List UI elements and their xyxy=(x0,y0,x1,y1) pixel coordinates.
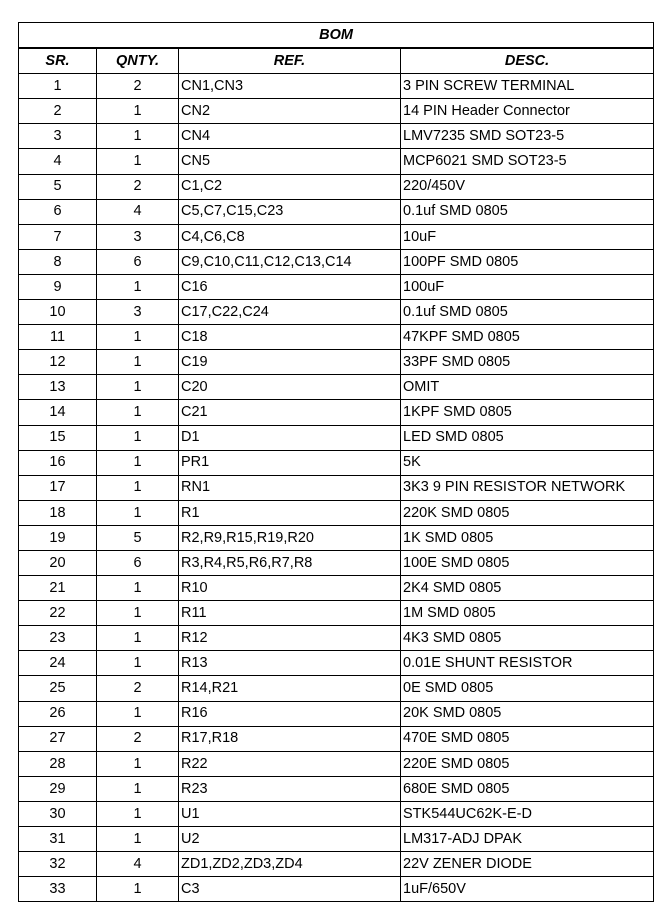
desc-cell: 220K SMD 0805 xyxy=(401,500,654,525)
desc-cell: 0.1uf SMD 0805 xyxy=(401,300,654,325)
desc-cell: 14 PIN Header Connector xyxy=(401,99,654,124)
table-row xyxy=(19,726,654,751)
ref-cell: C19 xyxy=(179,350,401,375)
qnty-cell: 1 xyxy=(97,576,179,601)
sr-cell: 2 xyxy=(19,99,97,124)
sr-cell: 5 xyxy=(19,174,97,199)
sr-cell: 25 xyxy=(19,676,97,701)
sr-cell: 24 xyxy=(19,651,97,676)
ref-cell: R14,R21 xyxy=(179,676,401,701)
ref-cell: C17,C22,C24 xyxy=(179,300,401,325)
ref-cell: R10 xyxy=(179,576,401,601)
ref-cell: R17,R18 xyxy=(179,726,401,751)
table-row xyxy=(19,801,654,826)
qnty-cell: 1 xyxy=(97,801,179,826)
ref-cell: CN4 xyxy=(179,124,401,149)
sr-cell: 30 xyxy=(19,801,97,826)
table-row xyxy=(19,174,654,199)
table-row xyxy=(19,224,654,249)
sr-cell: 13 xyxy=(19,375,97,400)
qnty-cell: 1 xyxy=(97,99,179,124)
qnty-cell: 6 xyxy=(97,550,179,575)
qnty-cell: 1 xyxy=(97,350,179,375)
ref-cell: CN5 xyxy=(179,149,401,174)
ref-cell: U1 xyxy=(179,801,401,826)
ref-cell: C21 xyxy=(179,400,401,425)
sr-cell: 7 xyxy=(19,224,97,249)
table-row xyxy=(19,651,654,676)
qnty-cell: 2 xyxy=(97,174,179,199)
table-row xyxy=(19,425,654,450)
table-row xyxy=(19,701,654,726)
sr-cell: 15 xyxy=(19,425,97,450)
qnty-cell: 1 xyxy=(97,877,179,902)
table-row xyxy=(19,375,654,400)
ref-cell: C18 xyxy=(179,325,401,350)
desc-cell: 0E SMD 0805 xyxy=(401,676,654,701)
table-row xyxy=(19,400,654,425)
desc-cell: 470E SMD 0805 xyxy=(401,726,654,751)
desc-cell: LMV7235 SMD SOT23-5 xyxy=(401,124,654,149)
ref-cell: C9,C10,C11,C12,C13,C14 xyxy=(179,249,401,274)
desc-cell: 3 PIN SCREW TERMINAL xyxy=(401,74,654,99)
desc-cell: 0.1uf SMD 0805 xyxy=(401,199,654,224)
qnty-cell: 6 xyxy=(97,249,179,274)
table-title: BOM xyxy=(19,23,654,49)
qnty-cell: 1 xyxy=(97,325,179,350)
sr-cell: 23 xyxy=(19,626,97,651)
qnty-cell: 2 xyxy=(97,726,179,751)
table-row xyxy=(19,149,654,174)
desc-cell: 1K SMD 0805 xyxy=(401,525,654,550)
table-row xyxy=(19,751,654,776)
table-row xyxy=(19,124,654,149)
qnty-cell: 1 xyxy=(97,475,179,500)
sr-cell: 11 xyxy=(19,325,97,350)
ref-cell: C1,C2 xyxy=(179,174,401,199)
qnty-cell: 4 xyxy=(97,199,179,224)
sr-cell: 4 xyxy=(19,149,97,174)
desc-cell: 1uF/650V xyxy=(401,877,654,902)
ref-cell: C16 xyxy=(179,274,401,299)
table-row xyxy=(19,776,654,801)
desc-cell: 33PF SMD 0805 xyxy=(401,350,654,375)
column-header-sr: SR. xyxy=(19,48,97,74)
desc-cell: 47KPF SMD 0805 xyxy=(401,325,654,350)
qnty-cell: 1 xyxy=(97,400,179,425)
qnty-cell: 1 xyxy=(97,776,179,801)
table-row xyxy=(19,274,654,299)
qnty-cell: 1 xyxy=(97,375,179,400)
table-row xyxy=(19,300,654,325)
table-row xyxy=(19,199,654,224)
qnty-cell: 3 xyxy=(97,224,179,249)
ref-cell: R23 xyxy=(179,776,401,801)
table-row xyxy=(19,550,654,575)
sr-cell: 9 xyxy=(19,274,97,299)
qnty-cell: 1 xyxy=(97,500,179,525)
ref-cell: R2,R9,R15,R19,R20 xyxy=(179,525,401,550)
sr-cell: 32 xyxy=(19,852,97,877)
sr-cell: 18 xyxy=(19,500,97,525)
sr-cell: 3 xyxy=(19,124,97,149)
sr-cell: 20 xyxy=(19,550,97,575)
qnty-cell: 1 xyxy=(97,601,179,626)
bom-table-header xyxy=(19,23,654,74)
desc-cell: 22V ZENER DIODE xyxy=(401,852,654,877)
desc-cell: LED SMD 0805 xyxy=(401,425,654,450)
desc-cell: LM317-ADJ DPAK xyxy=(401,827,654,852)
table-row xyxy=(19,626,654,651)
table-row xyxy=(19,827,654,852)
qnty-cell: 1 xyxy=(97,149,179,174)
qnty-cell: 1 xyxy=(97,651,179,676)
desc-cell: 100PF SMD 0805 xyxy=(401,249,654,274)
sr-cell: 21 xyxy=(19,576,97,601)
table-row xyxy=(19,601,654,626)
qnty-cell: 1 xyxy=(97,425,179,450)
ref-cell: RN1 xyxy=(179,475,401,500)
table-row xyxy=(19,450,654,475)
ref-cell: PR1 xyxy=(179,450,401,475)
desc-cell: 3K3 9 PIN RESISTOR NETWORK xyxy=(401,475,654,500)
title-row xyxy=(19,23,654,49)
column-header-row xyxy=(19,48,654,74)
qnty-cell: 1 xyxy=(97,274,179,299)
desc-cell: 220/450V xyxy=(401,174,654,199)
desc-cell: STK544UC62K-E-D xyxy=(401,801,654,826)
qnty-cell: 1 xyxy=(97,124,179,149)
ref-cell: U2 xyxy=(179,827,401,852)
ref-cell: C20 xyxy=(179,375,401,400)
qnty-cell: 3 xyxy=(97,300,179,325)
sr-cell: 8 xyxy=(19,249,97,274)
ref-cell: C3 xyxy=(179,877,401,902)
sr-cell: 29 xyxy=(19,776,97,801)
ref-cell: R13 xyxy=(179,651,401,676)
qnty-cell: 2 xyxy=(97,676,179,701)
ref-cell: R1 xyxy=(179,500,401,525)
qnty-cell: 1 xyxy=(97,751,179,776)
qnty-cell: 1 xyxy=(97,827,179,852)
ref-cell: C5,C7,C15,C23 xyxy=(179,199,401,224)
table-row xyxy=(19,249,654,274)
ref-cell: ZD1,ZD2,ZD3,ZD4 xyxy=(179,852,401,877)
desc-cell: 220E SMD 0805 xyxy=(401,751,654,776)
desc-cell: 4K3 SMD 0805 xyxy=(401,626,654,651)
table-row xyxy=(19,877,654,902)
sr-cell: 6 xyxy=(19,199,97,224)
bom-table-body xyxy=(19,74,654,902)
table-row xyxy=(19,576,654,601)
sr-cell: 28 xyxy=(19,751,97,776)
desc-cell: 5K xyxy=(401,450,654,475)
desc-cell: 100E SMD 0805 xyxy=(401,550,654,575)
ref-cell: R3,R4,R5,R6,R7,R8 xyxy=(179,550,401,575)
ref-cell: R12 xyxy=(179,626,401,651)
sr-cell: 19 xyxy=(19,525,97,550)
sr-cell: 17 xyxy=(19,475,97,500)
sr-cell: 10 xyxy=(19,300,97,325)
table-row xyxy=(19,325,654,350)
column-header-qnty: QNTY. xyxy=(97,48,179,74)
ref-cell: R11 xyxy=(179,601,401,626)
ref-cell: C4,C6,C8 xyxy=(179,224,401,249)
table-row xyxy=(19,99,654,124)
qnty-cell: 2 xyxy=(97,74,179,99)
ref-cell: R22 xyxy=(179,751,401,776)
sr-cell: 1 xyxy=(19,74,97,99)
sr-cell: 14 xyxy=(19,400,97,425)
table-row xyxy=(19,525,654,550)
table-row xyxy=(19,74,654,99)
ref-cell: CN2 xyxy=(179,99,401,124)
table-row xyxy=(19,500,654,525)
desc-cell: OMIT xyxy=(401,375,654,400)
desc-cell: 20K SMD 0805 xyxy=(401,701,654,726)
qnty-cell: 1 xyxy=(97,450,179,475)
bom-table xyxy=(18,22,654,902)
table-row xyxy=(19,475,654,500)
sr-cell: 22 xyxy=(19,601,97,626)
column-header-desc: DESC. xyxy=(401,48,654,74)
ref-cell: CN1,CN3 xyxy=(179,74,401,99)
desc-cell: 2K4 SMD 0805 xyxy=(401,576,654,601)
qnty-cell: 5 xyxy=(97,525,179,550)
sr-cell: 12 xyxy=(19,350,97,375)
qnty-cell: 1 xyxy=(97,701,179,726)
table-row xyxy=(19,350,654,375)
desc-cell: 100uF xyxy=(401,274,654,299)
desc-cell: 0.01E SHUNT RESISTOR xyxy=(401,651,654,676)
qnty-cell: 1 xyxy=(97,626,179,651)
desc-cell: 1M SMD 0805 xyxy=(401,601,654,626)
sr-cell: 16 xyxy=(19,450,97,475)
column-header-ref: REF. xyxy=(179,48,401,74)
desc-cell: 1KPF SMD 0805 xyxy=(401,400,654,425)
ref-cell: R16 xyxy=(179,701,401,726)
table-row xyxy=(19,676,654,701)
sr-cell: 33 xyxy=(19,877,97,902)
sr-cell: 31 xyxy=(19,827,97,852)
ref-cell: D1 xyxy=(179,425,401,450)
table-row xyxy=(19,852,654,877)
sr-cell: 27 xyxy=(19,726,97,751)
desc-cell: 10uF xyxy=(401,224,654,249)
desc-cell: MCP6021 SMD SOT23-5 xyxy=(401,149,654,174)
qnty-cell: 4 xyxy=(97,852,179,877)
desc-cell: 680E SMD 0805 xyxy=(401,776,654,801)
sr-cell: 26 xyxy=(19,701,97,726)
